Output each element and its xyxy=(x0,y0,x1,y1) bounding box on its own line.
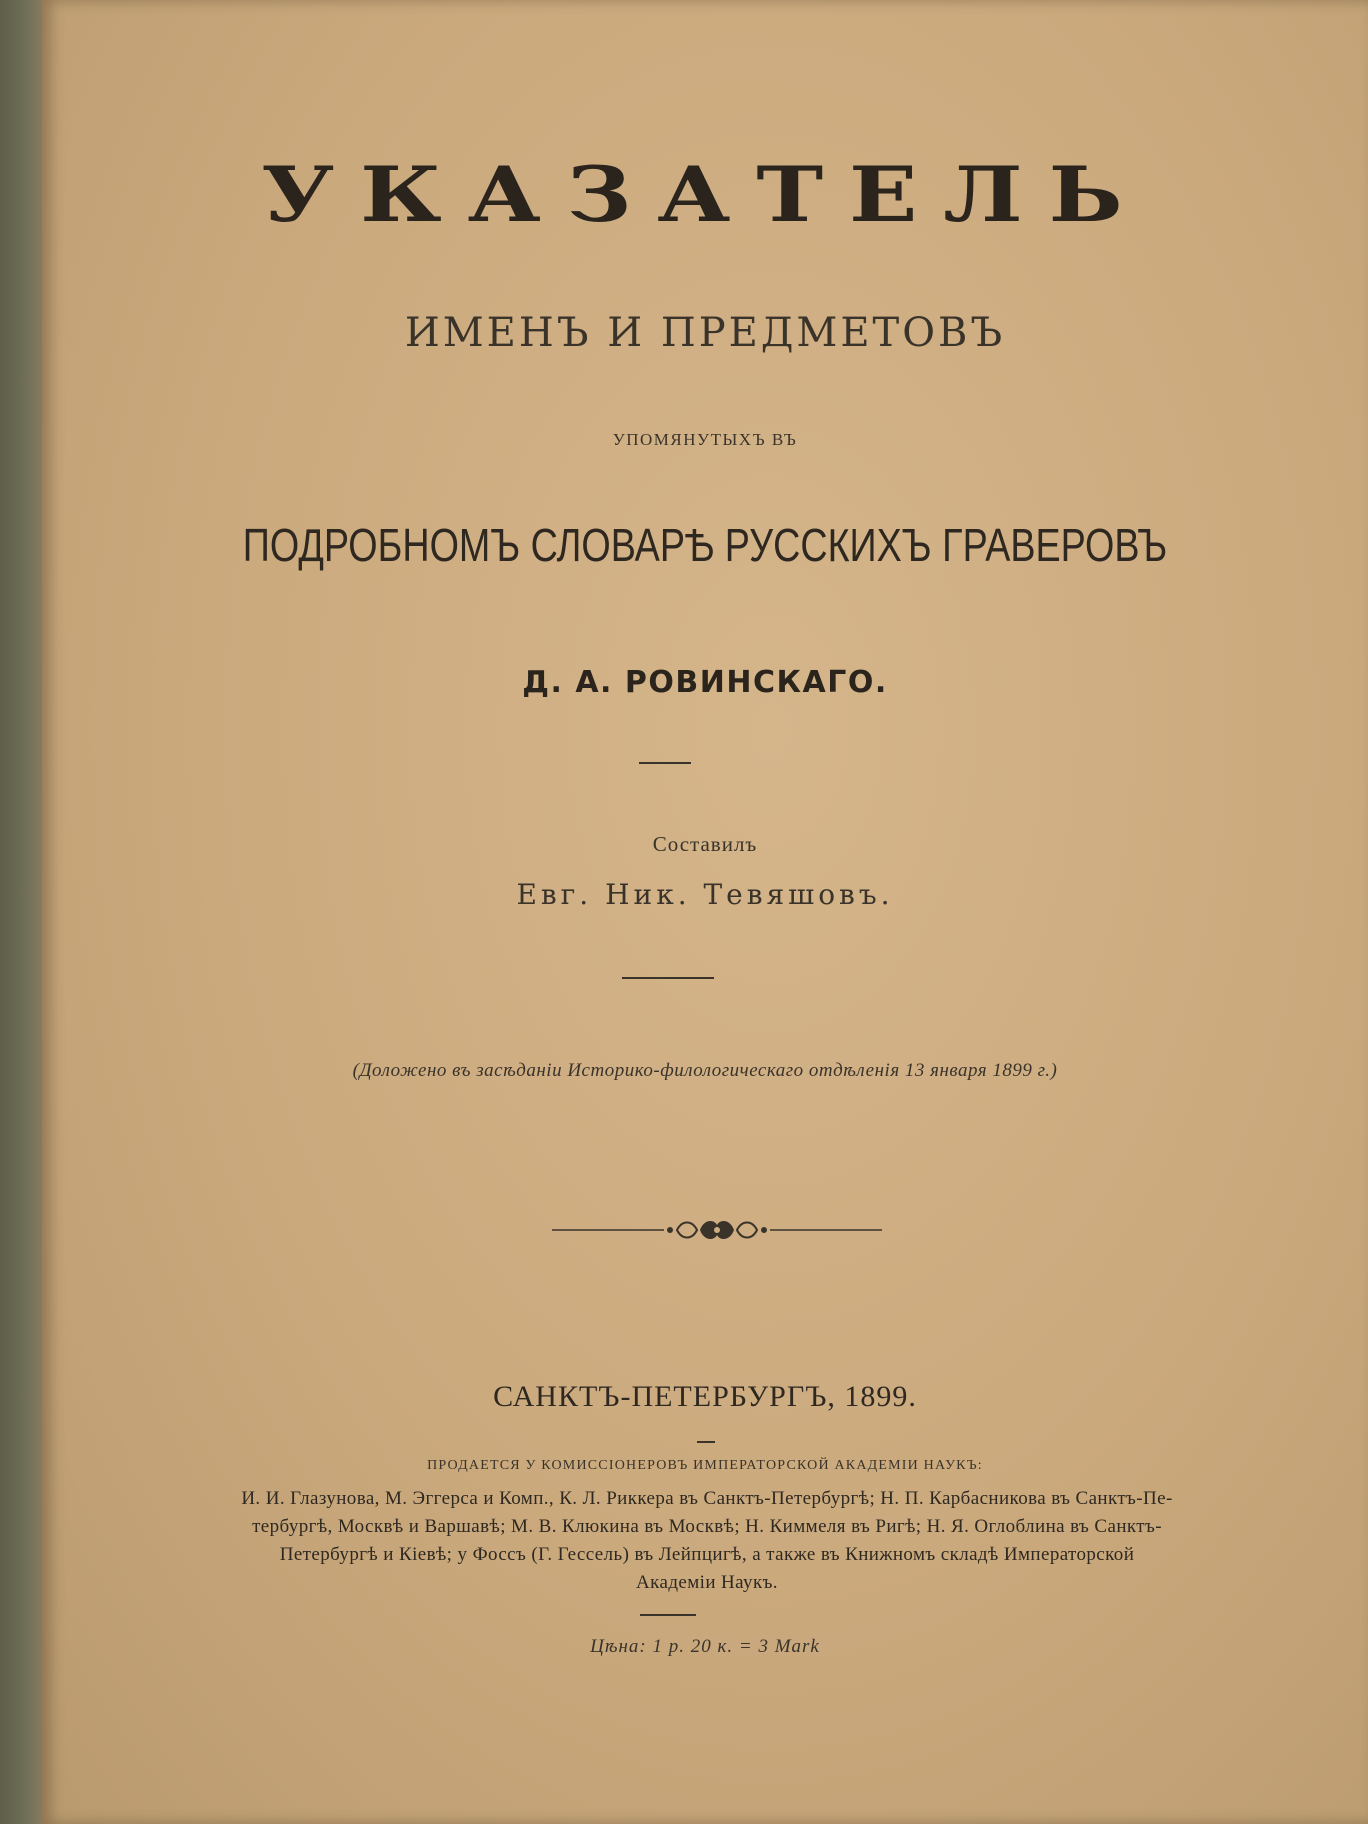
sellers-line-4: Академіи Наукъ. xyxy=(636,1572,778,1593)
author-name: Д. А. РОВИНСКАГО. xyxy=(522,665,888,700)
divider-rule-3 xyxy=(697,1441,715,1443)
presentation-note: (Доложено въ засѣданіи Историко-филологическаго отдѣленія 13 января 1899 г.) xyxy=(352,1060,1058,1081)
divider-rule-1 xyxy=(639,762,691,764)
dictionary-title: ПОДРОБНОМЪ СЛОВАРѢ РУССКИХЪ ГРАВЕРОВЪ xyxy=(242,519,1168,571)
divider-rule-4 xyxy=(640,1614,696,1616)
sellers-line-2: тербургѣ, Москвѣ и Варшавѣ; М. В. Клюкина въ Москвѣ; Н. Киммеля въ Ригѣ; Н. Я. Оглоблина въ Санктъ- xyxy=(252,1516,1162,1537)
page-subtitle: ИМЕНЪ И ПРЕДМЕТОВЪ xyxy=(404,310,1006,356)
sellers-line-1: И. И. Глазунова, М. Эггерса и Комп., К. Л. Риккера въ Санктъ-Петербургѣ; Н. П. Карбасникова въ Санктъ-Пе- xyxy=(241,1488,1173,1509)
ornament-flourish xyxy=(552,1215,882,1245)
book-edge xyxy=(0,0,46,1824)
sold-by-heading: ПРОДАЕТСЯ У КОМИССІОНЕРОВЪ ИМПЕРАТОРСКОЙ АКАДЕМІИ НАУКЪ: xyxy=(427,1458,983,1473)
compiler-name: Евг. Ник. Тевяшовъ. xyxy=(516,878,894,911)
publication-place-year: САНКТЪ-ПЕТЕРБУРГЪ, 1899. xyxy=(493,1380,917,1413)
title-page xyxy=(42,0,1368,1824)
compiled-by-label: Составилъ xyxy=(652,832,758,856)
divider-rule-2 xyxy=(622,977,714,979)
mentioned-in-text: УПОМЯНУТЫХЪ ВЪ xyxy=(612,430,798,449)
sellers-line-3: Петербургѣ и Кіевѣ; у Фоссъ (Г. Гессель) въ Лейпцигѣ, а также въ Книжномъ складѣ Императорской xyxy=(279,1544,1135,1565)
page-title: УКАЗАТЕЛЬ xyxy=(261,150,1149,239)
price-text: Цѣна: 1 р. 20 к. = 3 Mark xyxy=(590,1636,820,1657)
